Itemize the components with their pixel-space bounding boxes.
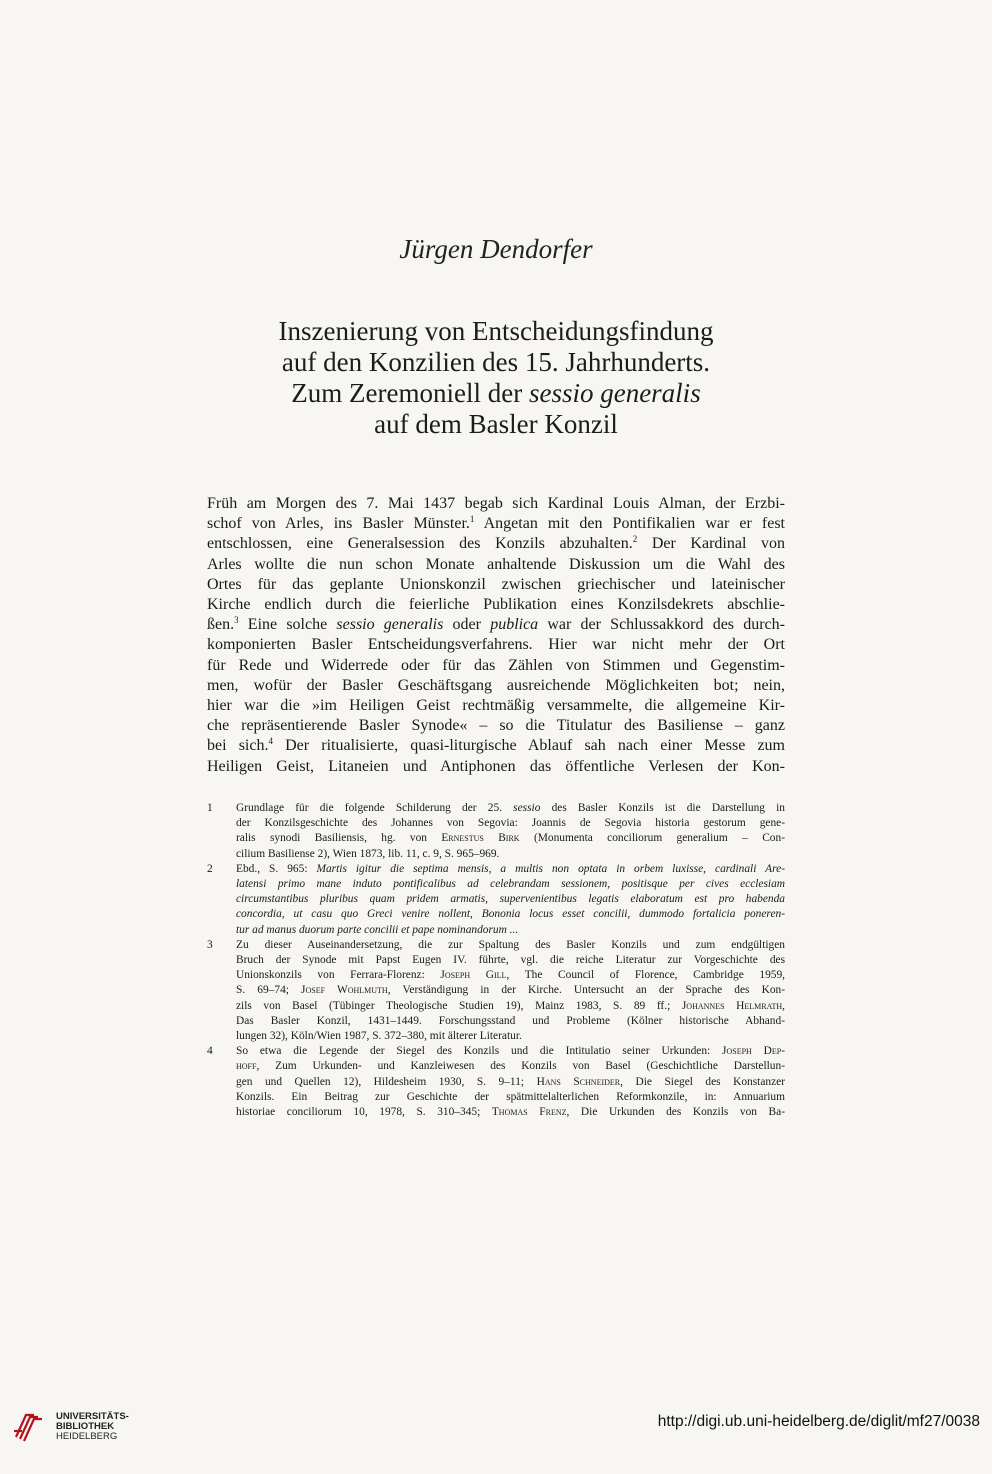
cited-author: hoff — [236, 1060, 257, 1073]
footnote-text: , Die Siegel des Konstanzer — [620, 1075, 785, 1088]
body-text: Der Kardinal von — [637, 535, 785, 553]
footnote-line: Zu dieser Auseinandersetzung, die zur Spaltung des Basler Konzils und zum endgültigen — [236, 938, 785, 951]
footnote-3 — [207, 938, 785, 1044]
footnote-line — [236, 1059, 785, 1074]
title-line-2: auf den Konzilien des 15. Jahrhunderts. — [281, 347, 711, 377]
footnote-text: Grundlage für die folgende Schilderung der 25. — [236, 802, 514, 814]
library-name-line-1: UNIVERSITÄTS- — [56, 1411, 129, 1422]
body-text: war der Schlussakkord des durch- — [538, 616, 785, 634]
footnote-number: 4 — [207, 1045, 213, 1058]
footnote-line: lungen 32), Köln/Wien 1987, S. 372–380, mit älterer Literatur. — [236, 1030, 522, 1043]
cited-author: Joseph Gill — [440, 969, 507, 982]
body-text: ßen. — [207, 616, 235, 634]
footnote-text: S. 69–74; — [236, 984, 302, 997]
body-line: Heiligen Geist, Litaneien und Antiphonen das öffentliche Verlesen der Kon- — [207, 757, 785, 775]
body-line: für Rede und Widerrede oder für das Zählen von Stimmen und Gegenstim- — [207, 656, 785, 674]
cited-author: Joseph Dep- — [722, 1045, 785, 1058]
footnote-line — [236, 831, 785, 846]
footnote-text: ralis synodi Basiliensis, hg. von — [236, 832, 442, 845]
latin-quote: Martis igitur die septima mensis, a multis non optata in orbem luxisse, cardinali Are- — [316, 862, 785, 875]
footnote-line: der Konzilsgeschichte des Johannes von Segovia: Joannis de Segovia historia gestorum gene- — [236, 817, 785, 830]
library-name-line-3: HEIDELBERG — [56, 1431, 118, 1442]
footnote-ref[interactable]: 4 — [268, 736, 273, 747]
footnote-text: , Die Urkunden des Konzils von Ba- — [566, 1106, 785, 1119]
footnote-line — [236, 892, 785, 907]
footnote-text: (Monumenta conciliorum generalium – Con- — [519, 832, 785, 845]
library-footer — [0, 1404, 992, 1444]
footnote-ref[interactable]: 1 — [469, 514, 475, 525]
body-paragraph — [207, 494, 785, 777]
body-text: schof von Arles, ins Basler Münster. — [207, 515, 470, 533]
footnote-line — [236, 907, 785, 922]
footnote-text: zils von Basel (Tübinger Theologische Studien 19), Mainz 1983, S. 89 ff.; — [236, 999, 682, 1012]
body-line: men, wofür der Basler Geschäftsgang ausreichende Möglichkeiten bot; nein, — [207, 676, 785, 694]
footnote-text: So etwa die Legende der Siegel des Konzils und die Intitulatio seiner Urkunden: — [236, 1045, 723, 1058]
footnote-line: cilium Basiliense 2), Wien 1873, lib. 11, c. 9, S. 965–969. — [236, 847, 500, 860]
italic-term: sessio generalis — [336, 616, 444, 634]
latin-quote: latensi primo mane induto pontificalibus ad celebrandam sessionem, positisque per cives ecclesiam — [236, 878, 785, 891]
body-text: bei sich. — [207, 737, 269, 755]
title-line-3-text: Zum Zeremoniell der — [291, 378, 529, 408]
author-name: Jürgen Dendorfer — [399, 234, 593, 264]
italic-term: sessio — [513, 802, 541, 814]
library-logo-icon[interactable] — [10, 1407, 50, 1443]
cited-author: Hans Schneider — [536, 1075, 621, 1088]
cited-author: Thomas Frenz — [491, 1106, 567, 1119]
footnote-number: 2 — [207, 862, 213, 875]
body-line: Arles wollte die nun schon Monate anhaltende Diskussion um die Wahl des — [207, 555, 785, 573]
body-text: Angetan mit den Pontifikalien war er fest — [474, 515, 786, 533]
footnote-text: , The Council of Florence, Cambridge 1959, — [506, 969, 785, 982]
title-line-3 — [150, 378, 842, 409]
title-line-1: Inszenierung von Entscheidungsfindung — [278, 316, 714, 346]
library-name — [56, 1412, 129, 1442]
body-line: che repräsentierende Basler Synode« – so die Titulatur des Basiliense – ganz — [207, 717, 785, 735]
latin-quote: concordia, ut casu quo Greci venire nollent, Bononia locus esset concilii, dummodo fortalicia poneren- — [236, 908, 785, 921]
footnote-line — [236, 968, 785, 983]
footnote-line: Bruch der Synode mit Papst Eugen IV. führte, vgl. die reiche Literatur zur Vorgeschichte des — [236, 954, 785, 967]
cited-author: Josef Wohlmuth — [301, 984, 388, 997]
footnote-2 — [207, 862, 785, 938]
footnote-4 — [207, 1044, 785, 1120]
footnote-line — [236, 923, 785, 938]
latin-quote: circumstantibus pluribus quam pridem armatis, supervenientibus legatis elaboratum est pro habenda — [236, 893, 785, 906]
body-text: Eine solche — [238, 616, 337, 634]
footnote-line — [236, 862, 785, 877]
permalink-url[interactable]: http://digi.ub.uni-heidelberg.de/diglit/mf27/0038 — [657, 1413, 980, 1430]
article-title — [150, 316, 842, 440]
body-text: entschlossen, eine Generalsession des Konzils abzuhalten. — [207, 535, 633, 553]
footnote-line — [236, 1044, 785, 1059]
footnotes — [207, 801, 785, 1120]
footnote-text: Unionskonzils von Ferrara-Florenz: — [236, 969, 441, 982]
footnote-line — [236, 1075, 785, 1090]
footnote-1 — [207, 801, 785, 862]
footnote-ref[interactable]: 2 — [632, 534, 638, 545]
footnote-line — [236, 1105, 785, 1120]
footnote-text: , — [782, 999, 785, 1012]
footnote-ref[interactable]: 3 — [234, 615, 239, 626]
library-name-line-2: BIBLIOTHEK — [56, 1421, 115, 1432]
title-line-4: auf dem Basler Konzil — [374, 409, 618, 439]
cited-author: Ernestus Birk — [441, 832, 520, 845]
footnote-line: Das Basler Konzil, 1431–1449. Forschungsstand und Probleme (Kölner historische Abhand- — [236, 1014, 785, 1027]
footnote-text: des Basler Konzils ist die Darstellung in — [540, 802, 785, 814]
footnote-line — [236, 983, 785, 998]
cited-author: Johannes Helmrath — [681, 999, 783, 1012]
body-line: komponierten Basler Entscheidungsverfahrens. Hier war nicht mehr der Ort — [207, 636, 785, 654]
footnote-line — [236, 801, 785, 816]
footnote-line — [236, 999, 785, 1014]
body-text: oder — [443, 616, 491, 634]
body-line — [207, 534, 785, 554]
footnote-number: 1 — [207, 802, 213, 814]
body-line: Früh am Morgen des 7. Mai 1437 begab sich Kardinal Louis Alman, der Erzbi- — [207, 495, 785, 512]
body-line — [207, 514, 785, 534]
footnote-text: , Zum Urkunden- und Kanzleiwesen des Konzils von Basel (Geschichtliche Darstellun- — [256, 1060, 785, 1073]
body-line: Ortes für das geplante Unionskonzil zwischen griechischer und lateinischer — [207, 575, 785, 593]
body-line: Kirche endlich durch die feierliche Publikation eines Konzilsdekrets abschlie- — [207, 596, 785, 614]
body-line — [207, 736, 785, 756]
footnote-text: , Verständigung in der Kirche. Untersucht an der Sprache des Kon- — [387, 984, 786, 997]
body-line: hier war die »im Heiligen Geist rechtmäßig versammelte, die allgemeine Kir- — [207, 697, 785, 715]
footnote-text: Ebd., S. 965: — [236, 862, 317, 875]
body-text: Der ritualisierte, quasi-liturgische Ablauf sah nach einer Messe zum — [272, 737, 785, 755]
footnote-number: 3 — [207, 938, 213, 951]
footnote-line: Konzils. Ein Beitrag zur Geschichte der spätmittelalterlichen Reformkonzile, in: Annuarium — [236, 1090, 785, 1103]
footnote-text: gen und Quellen 12), Hildesheim 1930, S. 9–11; — [236, 1075, 537, 1088]
latin-quote: tur ad manus duorum parte concilii et pape nominandorum ... — [236, 923, 519, 936]
italic-term: publica — [490, 616, 539, 634]
footnote-line — [236, 877, 785, 892]
body-line — [207, 615, 785, 635]
title-italic-term: sessio generalis — [528, 378, 701, 408]
footnote-text: historiae conciliorum 10, 1978, S. 310–345; — [236, 1106, 492, 1119]
